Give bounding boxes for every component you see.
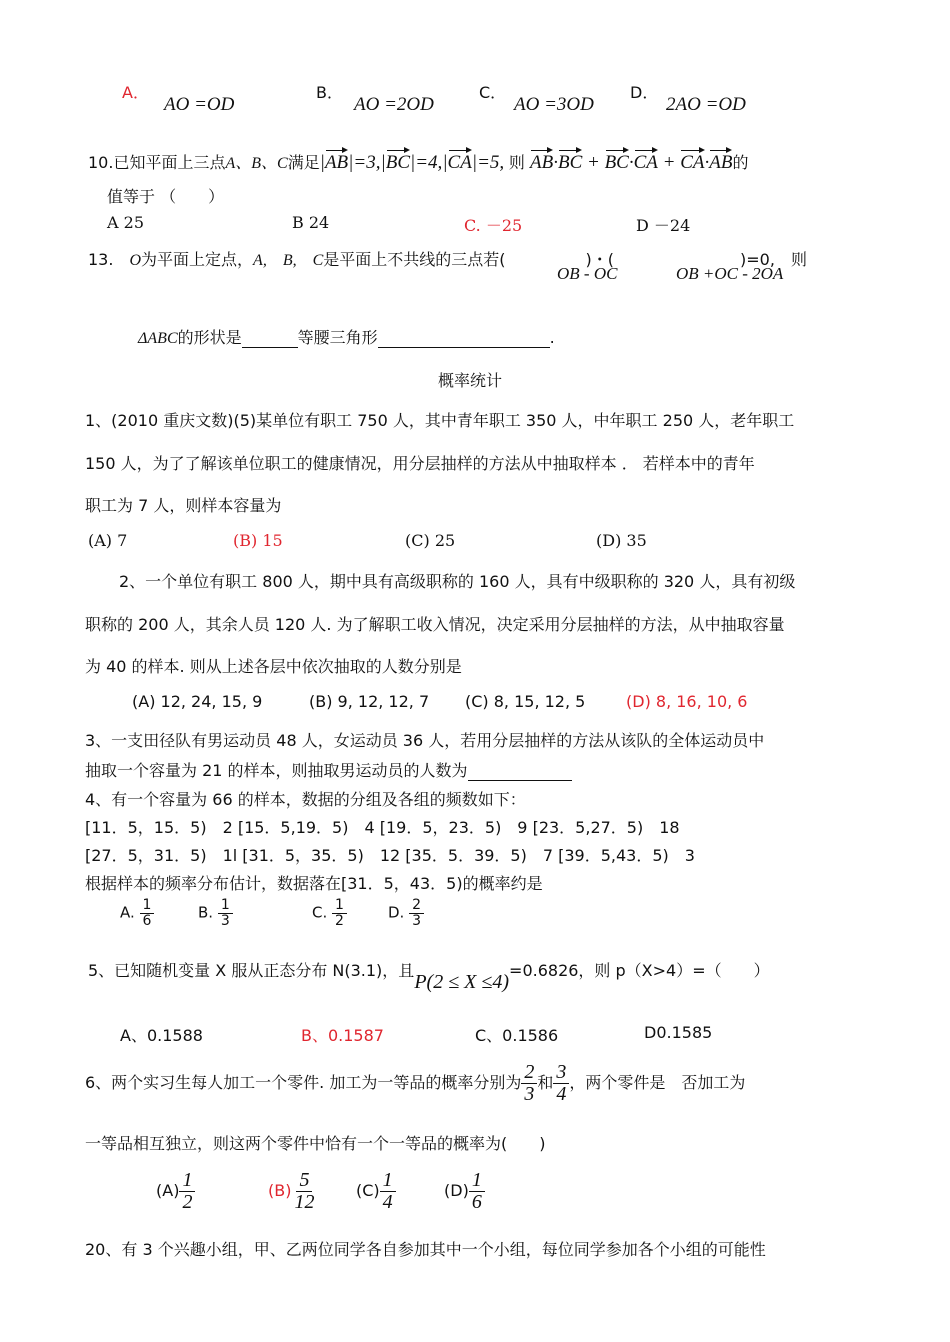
p2-line-1: 2、一个单位有职工 800 人，期中具有高级职称的 160 人，具有中级职称的 320 人，具有初级	[119, 572, 796, 591]
q13-vector-expr-1: OB - OC	[557, 264, 618, 283]
p5-option-a: A、0.1588	[120, 1026, 203, 1045]
p1-line-3: 职工为 7 人，则样本容量为	[85, 496, 282, 515]
p1-option-a: (A) 7	[88, 531, 128, 550]
q10-text-2: 满足	[287, 153, 320, 172]
q10-eq-3: =5,	[477, 152, 509, 173]
p4-line-3: [27．5，31．5) 1l [31．5，35．5) 12 [35．5．39．5) 7 [39．5,43．5) 3	[85, 846, 695, 865]
q10-points: A、B、C	[225, 155, 288, 172]
p4-line-4: 根据样本的频率分布估计，数据落在[31．5，43．5)的概率约是	[85, 874, 543, 893]
p1-option-b: (B) 15	[233, 531, 283, 550]
q10-option-d: D －24	[636, 216, 691, 235]
p2-option-d: (D) 8, 16, 10, 6	[626, 692, 748, 711]
p6-line-2: 一等品相互独立，则这两个零件中恰有一个一等品的概率为( )	[85, 1134, 546, 1153]
p2-option-b: (B) 9, 12, 12, 7	[309, 692, 430, 711]
q10-number: 10.	[88, 153, 114, 172]
p5-line-1: 5、已知随机变量 X 服从正态分布 N(3.1)，且P(2 ≤ X ≤4)=0.6826，则 p（X>4）=（ ）	[88, 961, 770, 993]
p4-option-c: C. $\frac{1}{2}$	[312, 898, 347, 928]
vector-ab: AB	[325, 148, 348, 174]
p4-option-d: D. $\frac{2}{3}$	[388, 898, 424, 928]
p6-fraction-1: $\frac{2}{3}$	[521, 1062, 537, 1105]
p1-option-d: (D) 35	[596, 531, 647, 550]
q13-vector-expr-2: OB +OC - 2OA	[676, 264, 784, 283]
q13-blank-2	[378, 328, 550, 348]
q13-points: A, B, C	[253, 252, 324, 269]
p2-option-c: (C) 8, 15, 12, 5	[465, 692, 586, 711]
q13-period: .	[549, 328, 555, 347]
p4-option-a: A. $\frac{1}{6}$	[120, 898, 154, 928]
q10-eq-2: =4,	[415, 152, 443, 173]
q13-text-2: 是平面上不共线的三点若(	[323, 250, 506, 269]
p4-option-b: B. $\frac{1}{3}$	[198, 898, 233, 928]
q13-line-2	[138, 325, 555, 348]
vector-ca: CA	[448, 148, 472, 174]
p4-line-2: [11．5，15．5) 2 [15．5,19．5) 4 [19．5，23．5) 9 [23．5,27．5) 18	[85, 818, 680, 837]
q9-option-d-label: D．	[630, 83, 659, 102]
q10-ze: 则	[508, 153, 525, 172]
q9-option-b-label: B．	[316, 83, 343, 102]
vector-bc: BC	[386, 148, 410, 174]
p5-option-c: C、0.1586	[475, 1026, 559, 1045]
q10-option-b: B 24	[292, 213, 330, 232]
p6-option-d: (D) $\frac{1}{6}$	[444, 1170, 485, 1213]
q9-option-c-expr: AO =3OD	[514, 94, 594, 115]
p3-line-2: 抽取一个容量为 21 的样本，则抽取男运动员的人数为	[85, 761, 468, 780]
p3-answer-blank	[468, 761, 572, 781]
p5-probability-expr: P(2 ≤ X ≤4)	[414, 971, 510, 993]
q13-text-1: 为平面上定点，	[141, 250, 254, 269]
q13-dot: )・(	[585, 250, 615, 269]
p5-option-d: D0.1585	[644, 1023, 713, 1042]
q10-eq-1: =3,	[353, 152, 381, 173]
p6-option-a: (A) $\frac{1}{2}$	[156, 1170, 195, 1213]
p1-line-2: 150 人，为了了解该单位职工的健康情况，用分层抽样的方法从中抽取样本 ． 若样本中的青年	[85, 454, 755, 473]
q9-option-d-expr: 2AO =OD	[666, 94, 746, 115]
p5-option-b: B、0.1587	[301, 1026, 384, 1045]
q9-option-c-label: C．	[479, 83, 507, 102]
q13-answer: 等腰三角形	[297, 328, 378, 347]
q9-option-a-label: A．	[122, 83, 149, 102]
p6-option-c: (C) $\frac{1}{4}$	[356, 1170, 396, 1213]
section-title: 概率统计	[438, 371, 503, 390]
p2-line-3: 为 40 的样本. 则从上述各层中依次抽取的人数分别是	[85, 657, 462, 676]
q10-option-c: C. －25	[464, 216, 523, 235]
p2-option-a: (A) 12, 24, 15, 9	[132, 692, 263, 711]
q13-end: )=0, 则	[740, 250, 807, 269]
q10-stem: 10.已知平面上三点A、B、C满足|AB|=3,|BC|=4,|CA|=5, 则 AB·BC + BC·CA + CA·AB的	[88, 148, 748, 174]
p1-line-1: 1、(2010 重庆文数)(5)某单位有职工 750 人，其中青年职工 350 人，中年职工 250 人，老年职工	[85, 411, 795, 430]
p3-line-2-wrap	[85, 758, 572, 781]
q10-de: 的	[732, 153, 749, 172]
q10-option-a: A 25	[107, 213, 144, 232]
p6-option-b: (B) $\frac{5}{12}$	[268, 1169, 315, 1213]
p4-line-1: 4、有一个容量为 66 的样本，数据的分组及各组的频数如下：	[85, 790, 526, 809]
triangle-abc: ΔABC	[138, 330, 178, 347]
q13-o: O	[129, 252, 142, 269]
p20-line-1: 20、有 3 个兴趣小组，甲、乙两位同学各自参加其中一个小组，每位同学参加各个小组的可能性	[85, 1240, 766, 1259]
p2-line-2: 职称的 200 人，其余人员 120 人. 为了解职工收入情况，决定采用分层抽样的方法，从中抽取容量	[85, 615, 785, 634]
q9-option-b-expr: AO =2OD	[354, 94, 434, 115]
q10-dot-sum: AB·BC + BC·CA + CA·AB	[530, 152, 732, 173]
q13-number: 13.	[88, 250, 114, 269]
q13-blank-1	[242, 328, 298, 348]
q9-option-a-expr: AO =OD	[164, 94, 235, 115]
q10-text-1: 已知平面上三点	[113, 153, 226, 172]
p1-option-c: (C) 25	[405, 531, 456, 550]
p3-line-1: 3、一支田径队有男运动员 48 人，女运动员 36 人，若用分层抽样的方法从该队的全体运动员中	[85, 731, 765, 750]
p6-fraction-2: $\frac{3}{4}$	[553, 1062, 569, 1105]
p6-line-1: 6、两个实习生每人加工一个零件. 加工为一等品的概率分别为 $\frac{2}{3}$ 和 $\frac{3}{4}$ ，两个零件是 否加工为	[85, 1061, 746, 1105]
q13-shape-text: 的形状是	[177, 328, 242, 347]
q10-line-2: 值等于 （ ）	[107, 187, 225, 206]
